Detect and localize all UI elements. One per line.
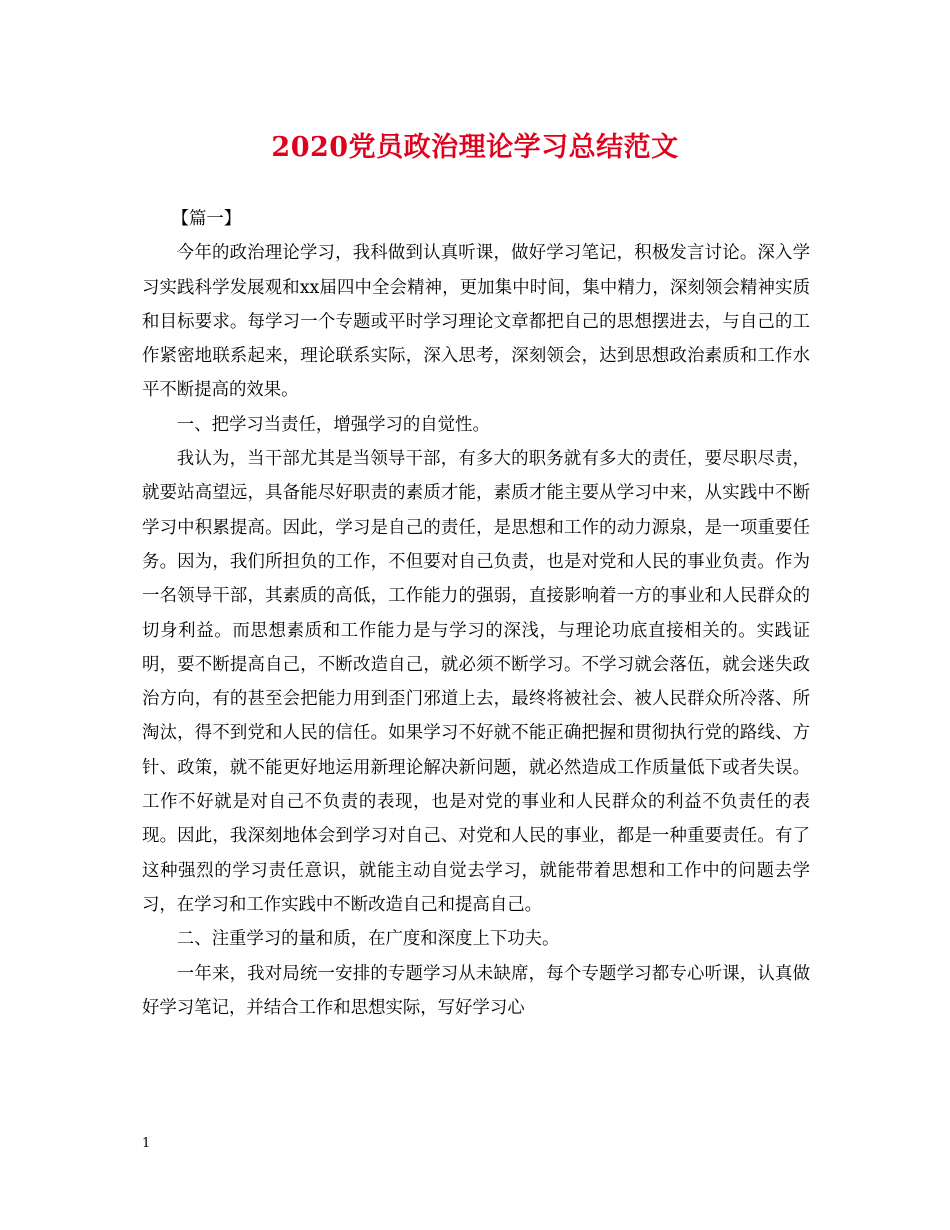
section-heading-2: 二、注重学习的量和质，在广度和深度上下功夫。 [176,929,560,950]
section-heading-1: 一、把学习当责任，增强学习的自觉性。 [176,414,490,435]
document-body [142,202,810,1025]
paragraph-responsibility: 我认为，当干部尤其是当领导干部，有多大的职务就有多大的责任，要尽职尽责，就要站高望远，具备能尽好职责的素质才能，素质才能主要从学习中来，从实践中不断学习中积累提高。因此，学习是自己的责任，是思想和工作的动力源泉，是一项重要任务。因为，我们所担负的工作，不但要对自己负责，也是对党和人民的事业负责。作为一名领导干部，其素质的高低，工作能力的强弱，直接影响着一方的事业和人民群众的切身利益。而思想素质和工作能力是与学习的深浅，与理论功底直接相关的。实践证明，要不断提高自己，不断改造自己，就必须不断学习。不学习就会落伍，就会迷失政治方向，有的甚至会把能力用到歪门邪道上去，最终将被社会、被人民群众所冷落、所淘汰，得不到党和人民的信任。如果学习不好就不能正确把握和贯彻执行党的路线、方针、政策，就不能更好地运用新理论解决新问题，就必然造成工作质量低下或者失误。工作不好就是对自己不负责的表现，也是对党的事业和人民群众的利益不负责任的表现。因此，我深刻地体会到学习对自己、对党和人民的事业，都是一种重要责任。有了这种强烈的学习责任意识，就能主动自觉去学习，就能带着思想和工作中的问题去学习，在学习和工作实践中不断改造自己和提高自己。 [142,449,810,915]
page-number: 1 [142,1136,151,1151]
paragraph-intro: 今年的政治理论学习，我科做到认真听课，做好学习笔记，积极发言讨论。深入学习实践科学发展观和xx届四中全会精神，更加集中时间，集中精力，深刻领会精神实质和目标要求。每学习一个专题或平时学习理论文章都把自己的思想摆进去，与自己的工作紧密地联系起来，理论联系实际，深入思考，深刻领会，达到思想政治素质和工作水平不断提高的效果。 [142,243,810,401]
section-tag: 【篇一】 [171,209,242,229]
paragraph-study-quality: 一年来，我对局统一安排的专题学习从未缺席，每个专题学习都专心听课，认真做好学习笔记，并结合工作和思想实际，写好学习心 [142,963,810,1018]
document-title: 2020党员政治理论学习总结范文 [271,132,679,163]
